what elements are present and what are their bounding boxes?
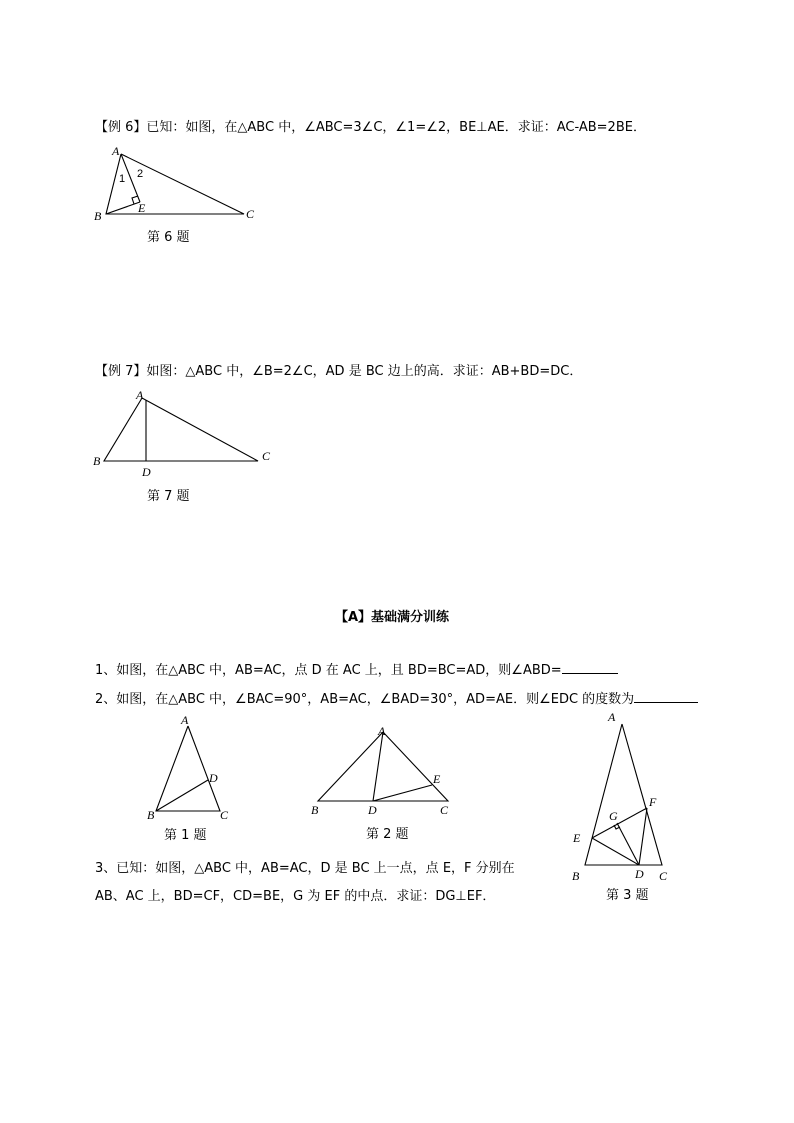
example6-text: 【例 6】已知：如图，在△ABC 中，∠ABC=3∠C，∠1=∠2，BE⊥AE．求证：AC-AB=2BE．: [95, 120, 646, 135]
label-g: G: [609, 809, 618, 823]
label-b: B: [147, 808, 155, 822]
label-d: D: [368, 803, 377, 817]
label-d: D: [635, 867, 644, 881]
figure-7: [90, 388, 290, 478]
label-c: C: [246, 207, 255, 221]
section-title: 【A】基础满分训练: [335, 610, 450, 625]
label-c: C: [440, 803, 449, 817]
label-b: B: [572, 869, 580, 883]
label-c: C: [659, 869, 668, 883]
figure-7-caption: 第 7 题: [147, 489, 190, 504]
figure-6: [88, 144, 268, 224]
label-angle-2: 2: [137, 168, 144, 180]
figure-1: [140, 712, 240, 824]
label-b: B: [93, 454, 101, 468]
question-1-text: 1、如图，在△ABC 中，AB=AC，点 D 在 AC 上，且 BD=BC=AD，则∠ABD=: [95, 663, 562, 678]
label-e: E: [573, 831, 581, 845]
answer-blank-2[interactable]: [634, 690, 698, 703]
label-b: B: [311, 803, 319, 817]
figure-1-caption: 第 1 题: [164, 828, 207, 843]
triangle-abc: [106, 154, 244, 214]
label-a: A: [181, 713, 189, 727]
label-angle-1: 1: [119, 173, 126, 185]
segment-ad: [373, 732, 383, 801]
question-1: [95, 661, 618, 679]
right-angle-mark: [614, 825, 620, 829]
example7-text: 【例 7】如图：△ABC 中，∠B=2∠C，AD 是 BC 边上的高．求证：AB+BD=DC．: [95, 364, 583, 379]
triangle-abc: [104, 398, 258, 461]
figure-6-caption: 第 6 题: [147, 230, 190, 245]
question-2: [95, 690, 698, 708]
segment-bd: [156, 780, 208, 811]
question-3-line-1: 3、已知：如图，△ABC 中，AB=AC，D 是 BC 上一点，点 E，F 分别在: [95, 861, 515, 876]
label-d: D: [142, 465, 151, 479]
label-f: F: [649, 795, 657, 809]
label-a: A: [378, 724, 386, 738]
triangle-abc: [156, 726, 220, 811]
segment-df: [639, 808, 647, 865]
segment-de: [373, 785, 432, 801]
figure-2-caption: 第 2 题: [366, 827, 409, 842]
label-c: C: [220, 808, 229, 822]
label-b: B: [94, 209, 102, 223]
answer-blank-1[interactable]: [562, 661, 618, 674]
figure-3: [565, 708, 685, 888]
figure-3-caption: 第 3 题: [606, 888, 649, 903]
label-e: E: [138, 201, 146, 215]
label-c: C: [262, 449, 271, 463]
segment-be: [106, 202, 140, 214]
label-a: A: [136, 388, 144, 402]
question-2-text: 2、如图，在△ABC 中，∠BAC=90°，AB=AC，∠BAD=30°，AD=AE．则∠EDC 的度数为: [95, 692, 635, 707]
segment-ef: [592, 808, 647, 838]
figure-2: [305, 722, 465, 822]
label-e: E: [433, 772, 441, 786]
triangle-abc: [318, 732, 448, 801]
label-a: A: [608, 710, 616, 724]
label-d: D: [209, 771, 218, 785]
label-a: A: [112, 144, 120, 158]
question-3-line-2: AB、AC 上，BD=CF，CD=BE，G 为 EF 的中点．求证：DG⊥EF．: [95, 889, 496, 904]
